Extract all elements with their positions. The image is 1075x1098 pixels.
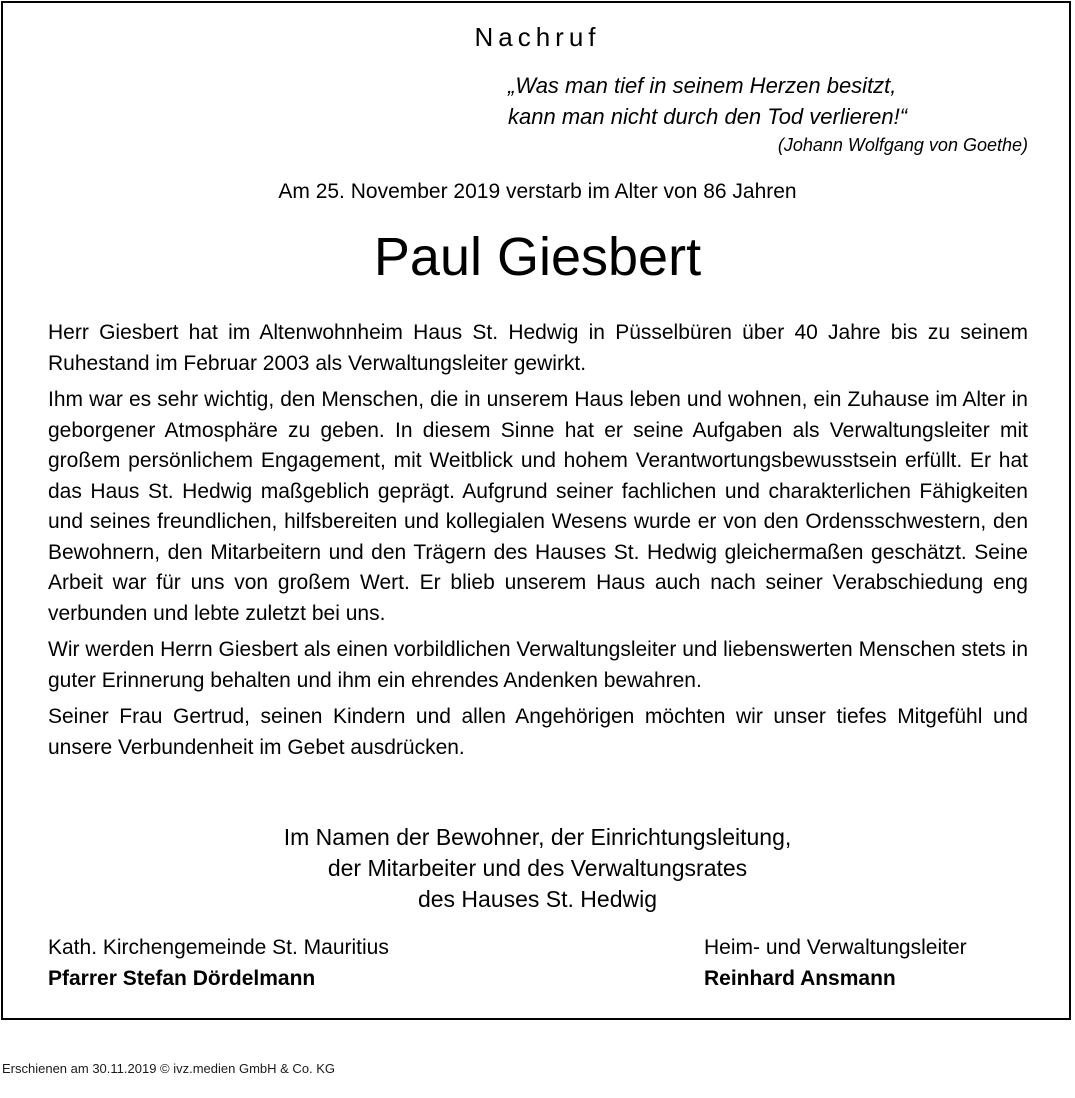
quote-line-1: „Was man tief in seinem Herzen besitzt,	[508, 73, 897, 98]
signature-right	[704, 932, 967, 994]
closing-line-1: Im Namen der Bewohner, der Einrichtungsleitung,	[283, 824, 792, 850]
body-paragraph: Seiner Frau Gertrud, seinen Kindern und allen Angehörigen möchten wir unser tiefes Mitgefühl und unsere Verbundenheit im Gebet ausdrücken.	[48, 705, 1028, 759]
deceased-name: Paul Giesbert	[373, 227, 702, 287]
signature-left-name: Pfarrer Stefan Dördelmann	[48, 967, 316, 990]
obituary-body	[48, 318, 1028, 769]
closing-line-2: der Mitarbeiter und des Verwaltungsrates	[327, 855, 748, 881]
signature-left-role: Kath. Kirchengemeinde St. Mauritius	[48, 936, 389, 959]
body-paragraph: Herr Giesbert hat im Altenwohnheim Haus St. Hedwig in Püsselbüren über 40 Jahre bis zu seinem Ruhestand im Februar 2003 als Verwaltungsleiter gewirkt.	[48, 321, 1028, 375]
closing-line-3: des Hauses St. Hedwig	[417, 886, 658, 912]
quote-line-2: kann man nicht durch den Tod verlieren!“	[508, 104, 908, 129]
body-paragraph: Ihm war es sehr wichtig, den Menschen, die in unserem Haus leben und wohnen, ein Zuhause im Alter in geborgener Atmosphäre zu geben. In diesem Sinne hat er seine Aufgaben als Verwaltungsleiter mit großem persönlichem Engagement, mit Weitblick und hohem Verantwortungsbewusstsein erfüllt. Er hat das Haus St. Hedwig maßgeblich geprägt. Aufgrund seiner fachlichen und charakterlichen Fähigkeiten und seines freundlichen, hilfsbereiten und kollegialen Wesens wurde er von den Ordensschwestern, den Bewohnern, den Mitarbeitern und den Trägern des Hauses St. Hedwig gleichermaßen geschätzt. Seine Arbeit war für uns von großem Wert. Er blieb unserem Haus auch nach seiner Verabschiedung eng verbunden und lebte zuletzt bei uns.	[48, 388, 1028, 625]
publication-footer: Erschienen am 30.11.2019 © ivz.medien GmbH & Co. KG	[2, 1061, 336, 1076]
quote-block	[508, 70, 1028, 158]
death-announcement: Am 25. November 2019 verstarb im Alter von 86 Jahren	[278, 180, 797, 203]
signature-right-role: Heim- und Verwaltungsleiter	[704, 936, 967, 959]
signature-left	[48, 932, 389, 994]
signature-right-name: Reinhard Ansmann	[704, 967, 896, 990]
notice-heading: Nachruf	[474, 22, 601, 52]
quote-author: (Johann Wolfgang von Goethe)	[777, 135, 1028, 155]
closing-statement	[0, 822, 1075, 915]
body-paragraph: Wir werden Herrn Giesbert als einen vorbildlichen Verwaltungsleiter und liebenswerten Menschen stets in guter Erinnerung behalten und ihm ein ehrendes Andenken bewahren.	[48, 638, 1028, 692]
